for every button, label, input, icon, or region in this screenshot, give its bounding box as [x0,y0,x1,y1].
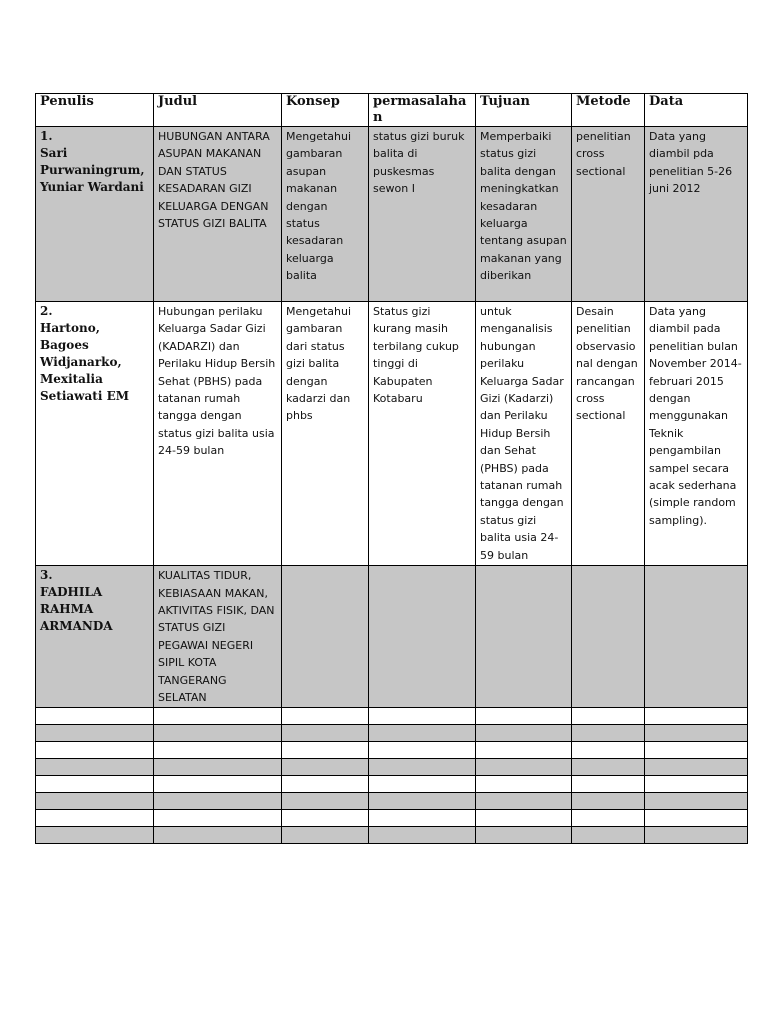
empty-row [36,776,748,793]
empty-row [36,810,748,827]
author-names: FADHILA RAHMA ARMANDA [40,585,113,634]
cell-judul: KUALITAS TIDUR, KEBIASAAN MAKAN, AKTIVITAS FISIK, DAN STATUS GIZI PEGAWAI NEGERI SIPIL KOTA TANGERANG SELATAN [154,566,282,708]
cell-penulis [36,127,154,302]
cell-data: Data yang diambil pada penelitian bulan November 2014-februari 2015 dengan menggunakan Teknik pengambilan sampel secara acak sederhana (simple random sampling). [645,302,748,566]
empty-row [36,793,748,810]
header-tujuan: Tujuan [476,94,572,127]
cell-permasalahan: status gizi buruk balita di puskesmas sewon I [369,127,476,302]
cell-tujuan: untuk menganalisis hubungan perilaku Keluarga Sadar Gizi (Kadarzi) dan Perilaku Hidup Bersih dan Sehat (PHBS) pada tatanan rumah tangga dengan status gizi balita usia 24-59 bulan [476,302,572,566]
cell-metode: Desain penelitian observasional dengan rancangan cross sectional [572,302,645,566]
cell-penulis [36,302,154,566]
empty-row [36,725,748,742]
table-row [36,302,748,566]
cell-data [645,566,748,708]
cell-konsep [282,566,369,708]
cell-tujuan [476,566,572,708]
cell-judul: HUBUNGAN ANTARA ASUPAN MAKANAN DAN STATUS KESADARAN GIZI KELUARGA DENGAN STATUS GIZI BALITA [154,127,282,302]
author-names: Hartono, Bagoes Widjanarko, Mexitalia Setiawati EM [40,321,129,403]
cell-metode [572,566,645,708]
cell-permasalahan [369,566,476,708]
cell-permasalahan: Status gizi kurang masih terbilang cukup tinggi di Kabupaten Kotabaru [369,302,476,566]
cell-judul: Hubungan perilaku Keluarga Sadar Gizi (KADARZI) dan Perilaku Hidup Bersih Sehat (PBHS) pada tatanan rumah tangga dengan status gizi balita usia 24-59 bulan [154,302,282,566]
table-header-row [36,94,748,127]
cell-konsep: Mengetahui gambaran dari status gizi balita dengan kadarzi dan phbs [282,302,369,566]
cell-data: Data yang diambil pda penelitian 5-26 juni 2012 [645,127,748,302]
row-number: 1. [40,129,53,143]
cell-tujuan: Memperbaiki status gizi balita dengan meningkatkan kesadaran keluarga tentang asupan makanan yang diberikan [476,127,572,302]
header-konsep: Konsep [282,94,369,127]
row-number: 2. [40,304,53,318]
cell-metode: penelitian cross sectional [572,127,645,302]
empty-row [36,742,748,759]
empty-row [36,827,748,844]
cell-konsep: Mengetahui gambaran asupan makanan dengan status kesadaran keluarga balita [282,127,369,302]
header-metode: Metode [572,94,645,127]
header-permasalahan: permasalahan [369,94,476,127]
header-penulis: Penulis [36,94,154,127]
row-number: 3. [40,568,53,583]
table-row [36,566,748,708]
header-data: Data [645,94,748,127]
author-names: Sari Purwaningrum, Yuniar Wardani [40,146,145,194]
empty-row [36,708,748,725]
table-row [36,127,748,302]
empty-row [36,759,748,776]
literature-review-table [35,93,748,844]
header-judul: Judul [154,94,282,127]
cell-penulis [36,566,154,708]
